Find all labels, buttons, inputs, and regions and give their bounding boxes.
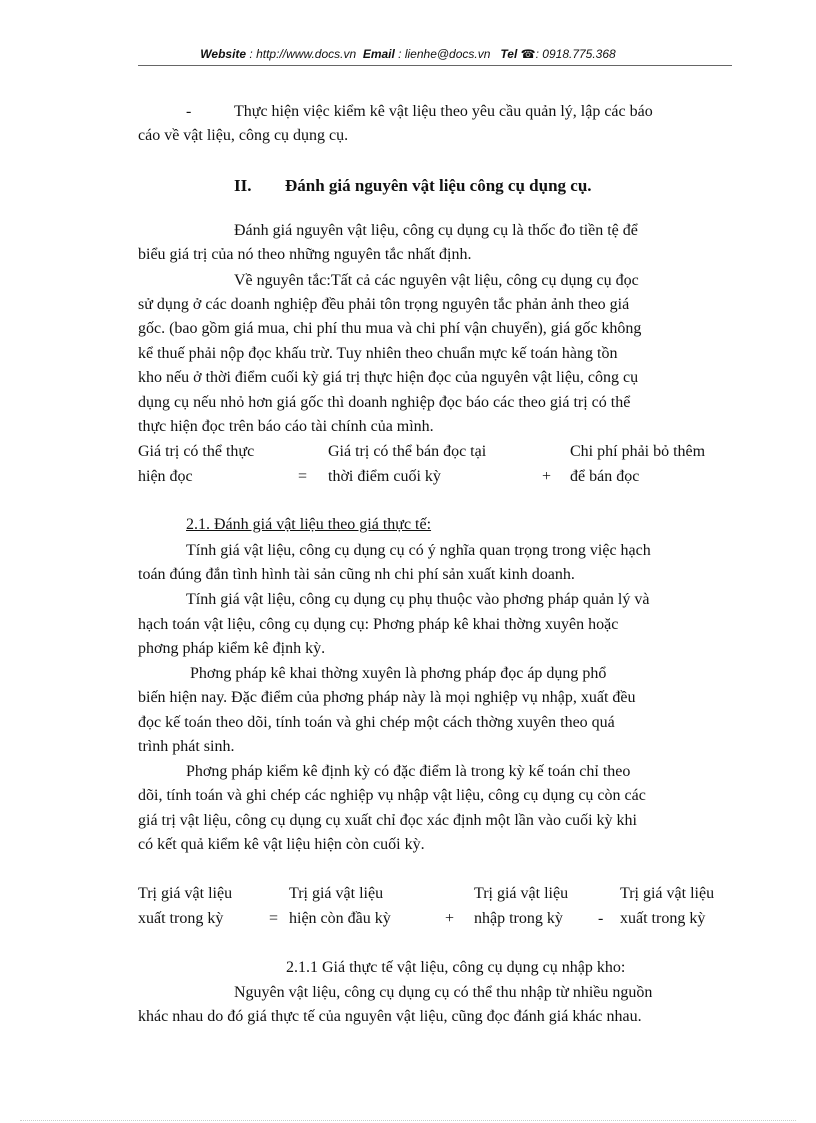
p3-line1: Về nguyên tắc:Tất cả các nguyên vật liệu, công cụ dụng cụ đọc [234, 272, 639, 289]
p3-line3: gốc. (bao gồm giá mua, chi phí thu mua và chi phí vận chuyển), giá gốc không [138, 320, 642, 337]
p4-line1: Tính giá vật liệu, công cụ dụng cụ có ý nghĩa quan trọng trong việc hạch [186, 542, 651, 559]
p1-line1: Thực hiện việc kiểm kê vật liệu theo yêu cầu quản lý, lập các báo [234, 103, 653, 120]
p2-line1: Đánh giá nguyên vật liệu, công cụ dụng cụ là thốc đo tiền tệ để [234, 222, 638, 239]
p3-line6: dụng cụ nếu nhỏ hơn giá gốc thì doanh nghiệp đọc báo các theo giá trị có thể [138, 394, 631, 411]
formula2-c2: nhập trong kỳ [474, 910, 563, 927]
p3-line5: kho nếu ở thời điểm cuối kỳ giá trị thực hiện đọc của nguyên vật liệu, công cụ [138, 369, 639, 386]
p6-line4: trình phát sinh. [138, 738, 235, 755]
formula1-plus: + [542, 468, 552, 485]
p5-line2: hạch toán vật liệu, công cụ dụng cụ: Phơng pháp kê khai thờng xuyên hoặc [138, 616, 619, 633]
formula2-d1: Trị giá vật liệu [620, 885, 715, 902]
formula2-b1: Trị giá vật liệu [289, 885, 384, 902]
formula2-a2: xuất trong kỳ [138, 910, 224, 927]
p6-line2: biến hiện nay. Đặc điểm của phơng pháp này là mọi nghiệp vụ nhập, xuất đều [138, 689, 636, 706]
p1-line2: cáo về vật liệu, công cụ dụng cụ. [138, 127, 349, 144]
formula1-b1: Giá trị có thể bán đọc tại [328, 443, 487, 460]
tel-value: : 0918.775.368 [535, 47, 616, 61]
formula2-equals: = [269, 910, 279, 927]
p8-line2: khác nhau do đó giá thực tế của nguyên vật liệu, cũng đọc đánh giá khác nhau. [138, 1008, 642, 1025]
p5-line3: phơng pháp kiểm kê định kỳ. [138, 640, 326, 657]
formula2-c1: Trị giá vật liệu [474, 885, 569, 902]
section-title: Đánh giá nguyên vật liệu công cụ dụng cụ. [285, 176, 592, 195]
formula1-b2: thời điểm cuối kỳ [328, 468, 441, 485]
phone-icon: ☎ [520, 47, 536, 61]
p8-line1: Nguyên vật liệu, công cụ dụng cụ có thể thu nhập từ nhiều nguồn [234, 984, 653, 1001]
header-rule [138, 65, 732, 66]
formula2-plus: + [445, 910, 455, 927]
p3-line4: kể thuế phải nộp đọc khấu trừ. Tuy nhiên theo chuẩn mực kế toán hàng tồn [138, 345, 618, 362]
p3-line7: thực hiện đọc trên báo cáo tài chính của mình. [138, 418, 434, 435]
page-header [0, 47, 816, 61]
formula2-minus: - [598, 910, 604, 927]
p4-line2: toán đúng đắn tình hình tài sản cũng nh chi phí sản xuất kinh doanh. [138, 566, 575, 583]
formula1-c2: để bán đọc [570, 468, 640, 485]
email-label: Email [362, 47, 395, 61]
subheading-2-1-1: 2.1.1 Giá thực tế vật liệu, công cụ dụng cụ nhập kho: [286, 959, 626, 976]
formula1-a1: Giá trị có thể thực [138, 443, 255, 460]
formula1-a2: hiện đọc [138, 468, 193, 485]
p6-line1: Phơng pháp kê khai thờng xuyên là phơng pháp đọc áp dụng phổ [190, 665, 607, 682]
p2-line2: biểu giá trị của nó theo những nguyên tắc nhất định. [138, 246, 472, 263]
page-bottom-border [20, 1120, 796, 1121]
email-value[interactable]: : lienhe@docs.vn [398, 47, 491, 61]
tel-label: Tel [500, 47, 518, 61]
p6-line3: đọc kế toán theo dõi, tính toán và ghi chép một cách thờng xuyên theo quá [138, 714, 615, 731]
formula2-d2: xuất trong kỳ [620, 910, 706, 927]
bullet: - [186, 103, 192, 120]
p3-line2: sử dụng ở các doanh nghiệp đều phải tôn trọng nguyên tắc phản ảnh theo giá [138, 296, 630, 313]
website-url[interactable]: : http://www.docs.vn [249, 47, 357, 61]
formula2-b2: hiện còn đầu kỳ [289, 910, 391, 927]
formula1-c1: Chi phí phải bỏ thêm [570, 443, 706, 460]
p5-line1: Tính giá vật liệu, công cụ dụng cụ phụ thuộc vào phơng pháp quản lý và [186, 591, 650, 608]
subheading-2-1: 2.1. Đánh giá vật liệu theo giá thực tế: [186, 516, 432, 533]
p7-line4: có kết quả kiểm kê vật liệu hiện còn cuối kỳ. [138, 836, 425, 853]
section-number: II. [234, 176, 252, 195]
p7-line2: dõi, tính toán và ghi chép các nghiệp vụ nhập vật liệu, công cụ dụng cụ còn các [138, 787, 646, 804]
formula1-equals: = [298, 468, 308, 485]
p7-line3: giá trị vật liệu, công cụ dụng cụ xuất chỉ đọc xác định một lần vào cuối kỳ khi [138, 812, 637, 829]
website-label: Website [200, 47, 247, 61]
formula2-a1: Trị giá vật liệu [138, 885, 233, 902]
p7-line1: Phơng pháp kiểm kê định kỳ có đặc điểm là trong kỳ kế toán chỉ theo [186, 763, 631, 780]
